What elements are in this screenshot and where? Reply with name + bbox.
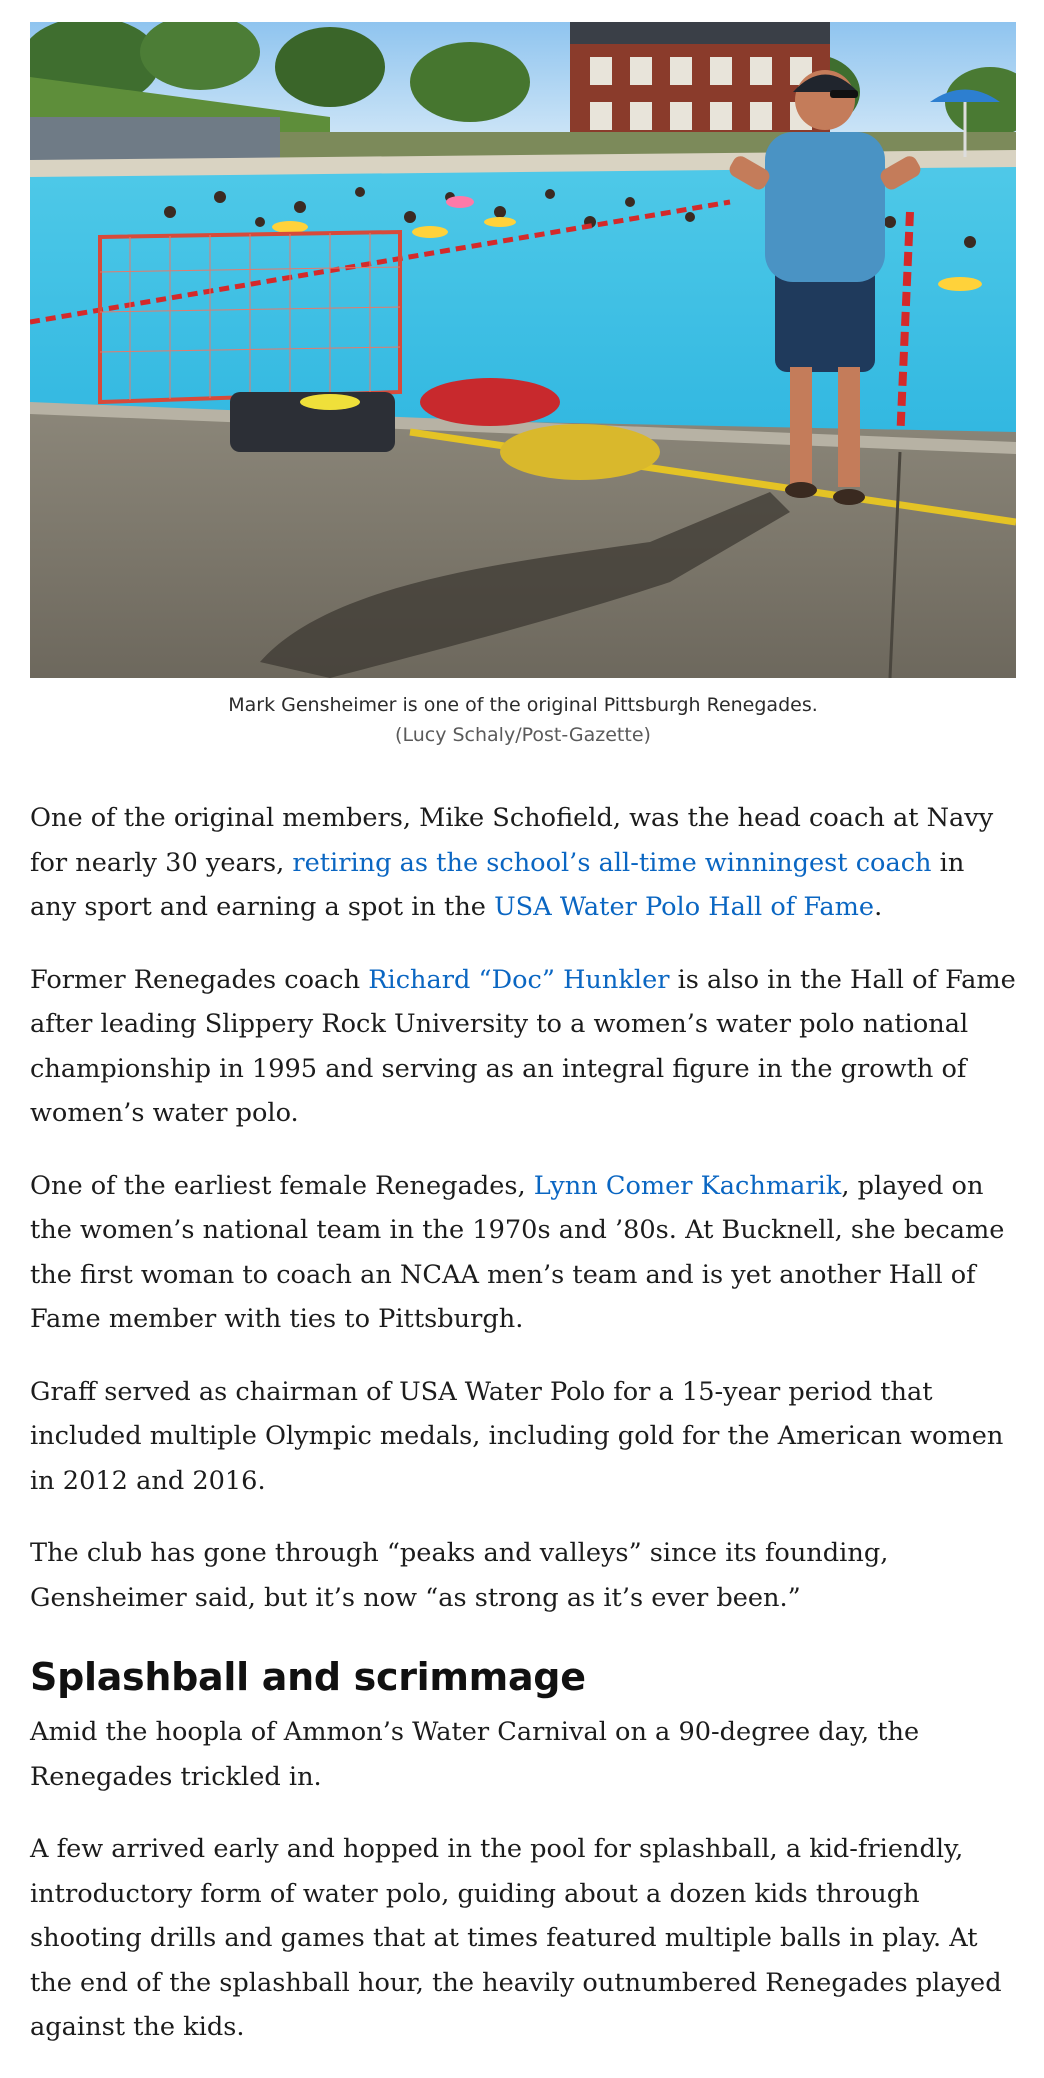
paragraph-text: Graff served as chairman of USA Water Polo for a 15-year period that included multiple Olympic medals, including gold for the American women in 2012 and 2016. (30, 1376, 1004, 1496)
paragraphs-block (30, 796, 1016, 1620)
paragraph-text: A few arrived early and hopped in the pool for splashball, a kid-friendly, introductory form of water polo, guiding about a dozen kids through shooting drills and games that at times featured multiple balls in play. At the end of the splashball hour, the heavily outnumbered Renegades played against the kids. (30, 1834, 1002, 2042)
pool-photo-illustration (30, 22, 1016, 678)
photo-credit: (Lucy Schaly/Post-Gazette) (395, 724, 651, 746)
article-paragraph (30, 1531, 1016, 1620)
inline-link[interactable]: Lynn Comer Kachmarik (533, 1170, 842, 1201)
section-heading: Splashball and scrimmage (30, 1655, 586, 1699)
article-paragraph (30, 1827, 1016, 2050)
inline-link[interactable]: USA Water Polo Hall of Fame (494, 892, 875, 922)
inline-link[interactable]: Richard “Doc” Hunkler (368, 964, 670, 995)
pool-photo[interactable] (30, 22, 1016, 678)
paragraph-text: Amid the hoopla of Ammon’s Water Carnival on a 90-degree day, the Renegades trickled in. (30, 1717, 920, 1792)
paragraph-text: The club has gone through “peaks and valleys” since its founding, Gensheimer said, but it’s now “as strong as it’s ever been.” (30, 1538, 889, 1613)
inline-link[interactable]: retiring as the school’s all-time winningest coach (292, 847, 932, 878)
paragraph-text: , played on the women’s national team in the 1970s and ’80s. At Bucknell, she became the first woman to coach an NCAA men’s team and is yet another Hall of Fame member with ties to Pittsburgh. (30, 1170, 1005, 1334)
paragraph-text: Former Renegades coach (30, 964, 369, 995)
article-paragraph (30, 1710, 1016, 1799)
article (30, 22, 1016, 2078)
paragraph-text: . (874, 892, 883, 922)
paragraph-text: One of the earliest female Renegades, (30, 1170, 534, 1201)
article-paragraph (30, 796, 1016, 930)
paragraph-text: in any sport and earning a spot in the (30, 847, 965, 922)
article-paragraph (30, 1164, 1016, 1342)
article-body (30, 796, 1016, 2050)
paragraph-text: One of the original members, Mike Schofield, was the head coach at Navy for nearly 30 years, (30, 803, 994, 878)
photo-caption (30, 690, 1016, 750)
paragraph-text: is also in the Hall of Fame after leading Slippery Rock University to a women’s water polo national championship in 1995 and serving as an integral figure in the growth of women’s water polo. (30, 964, 1016, 1128)
caption-text: Mark Gensheimer is one of the original Pittsburgh Renegades. (228, 694, 818, 716)
article-paragraph (30, 1370, 1016, 1504)
article-paragraph (30, 958, 1016, 1136)
section-paragraphs-block (30, 1710, 1016, 2050)
photo-figure (30, 22, 1016, 750)
